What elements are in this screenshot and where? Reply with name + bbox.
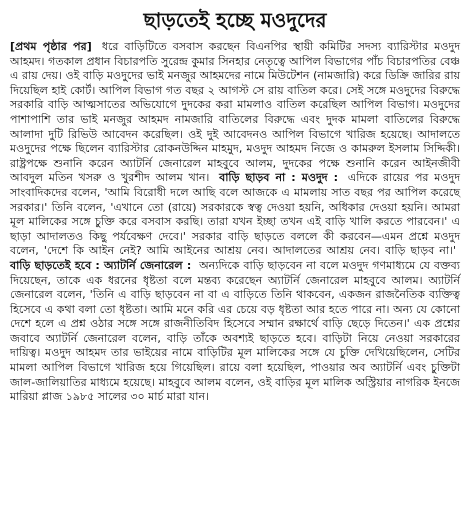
paragraph-text: ধরে বাড়িটিতে বসবাস করছেন বিএনপির স্থায়ী কমিটির সদস্য ব্যারিস্টার মওদুদ আহমদ। গতকাল প্রধান বিচারপতি সুরেন্দ্র কুমার সিনহার নেতৃত্বে আপিল বিভাগের পাঁচ বিচারপতির বেঞ্চ এ রায় দেয়। ওই বাড়ি মওদুদের ভাই মনজুর আহমদের নামে মিউটেশন (নামজারি) করে ডিক্রি জারির রায় দিয়েছিল হাই কোর্ট। আপিল বিভাগ গত বছর ২ আগস্ট সে রায় বাতিল করে। সেই সঙ্গে মওদুদের বিরুদ্ধে সরকারি বাড়ি আত্মসাতের অভিযোগে দুদকের করা মামলাও বাতিল করেছিল আপিল বিভাগ। মওদুদের পাশাপাশি তার ভাই মনজুর আহমদ নামজারি বাতিলের বিরুদ্ধে এবং দুদক মামলা বাতিলের বিরুদ্ধে আলাদা দুটি রিভিউ আবেদন করেছিল। ওই দুই আবেদনও আপিল বিভাগে খারিজ হয়েছে। আদালতে মওদুদের পক্ষে ছিলেন ব্যারিস্টার রোকনউদ্দিন মাহমুদ, মওদুদ আহমদ নিজে ও কামরুল ইসলাম সিদ্দিকী। রাষ্ট্রপক্ষে শুনানি করেন অ্যাটর্নি জেনারেল মাহবুবে আলম, দুদকের পক্ষে শুনানি করেন আইনজীবী আবদুল মতিন খসরু ও খুরশীদ আলম খান। (10, 40, 460, 185)
paragraph-text: অন্যদিকে বাড়ি ছাড়বেন না বলে মওদুদ গণমাধ্যমে যে বক্তব্য দিয়েছেন, তাকে এক ধরনের ধৃষ্টতা বলে মন্তব্য করেছেন অ্যাটর্নি জেনারেল মাহবুবে আলম। অ্যাটর্নি জেনারেল বলেন, 'তিনি এ বাড়ি ছাড়বেন না বা এ বাড়িতে তিনি থাকবেন, একজন রাজনৈতিক ব্যক্তিত্ব হিসেবে এ কথা বলা তো ধৃষ্টতা। আমি মনে করি এর চেয়ে বড় ধৃষ্টতা আর হতে পারে না। অন্য যে কোনো দেশে হলে এ প্রশ্ন ওঠার সঙ্গে সঙ্গে রাজনীতিবিদ হিসেবে সম্মান রক্ষার্থে বাড়ি ছেড়ে দিতেন।' এক প্রশ্নের জবাবে অ্যাটর্নি জেনারেল বলেন, বাড়ি তাঁকে অবশ্যই ছাড়তে হবে। বাড়িটা নিয়ে নেওয়া সরকারের দায়িত্ব। মওদুদ আহমদ তার ভাইয়ের নামে বাড়িটির মূল মালিকের সঙ্গে যে চুক্তি দেখিয়েছিলেন, সেটির মামলা আপিল বিভাগে খারিজ হয়ে গিয়েছিল। রায়ে বলা হয়েছিল, পাওয়ার অব অ্যাটর্নি এবং চুক্তিটা জাল-জালিয়াতির মাধ্যমে হয়েছে। মাহবুবে আলম বলেন, ওই বাড়ির মূল মালিক অস্ট্রিয়ার নাগরিক ইনজে মারিয়া প্লাজ ১৯৮৫ সালের ৩০ মার্চ মারা যান। (10, 258, 460, 404)
paragraph-lead: [প্রথম পৃষ্ঠার পর] (10, 40, 92, 53)
page-bottom-edge (0, 522, 468, 528)
headline: ছাড়তেই হচ্ছে মওদুদের (143, 8, 327, 32)
paragraph-text: এদিকে রায়ের পর মওদুদ সাংবাদিকদের বলেন, 'আমি বিরোধী দলে আছি বলে আজকে এ মামলায় সাত বছর পর আপিল করেছে সরকার।' তিনি বলেন, 'এখানে তো (রায়ে) সরকারকে স্বত্ব দেওয়া হয়নি, অধিকার দেওয়া হয়নি। আমরা মূল মালিকের সঙ্গে চুক্তি করে বসবাস করছি। তারা যখন ইচ্ছা তখন এই বাড়ি খালি করতে পারবেন।' এ ছাড়া আদালতও কিছু পর্যবেক্ষণ দেবে।' সরকার বাড়ি ছাড়তে বললে কী করবেন—এমন প্রশ্নে মওদুদ বলেন, 'দেশে কি আইন নেই? আমি আইনের আশ্রয় নেব। আদালতের আশ্রয় নেব। বাড়ি ছাড়ব না।' (10, 171, 460, 258)
article-body (10, 40, 460, 405)
paragraph-lead: বাড়ি ছাড়ব না : মওদুদ : (219, 171, 339, 185)
paragraph-lead: বাড়ি ছাড়তেই হবে : অ্যাটর্নি জেনারেল : (10, 258, 192, 272)
